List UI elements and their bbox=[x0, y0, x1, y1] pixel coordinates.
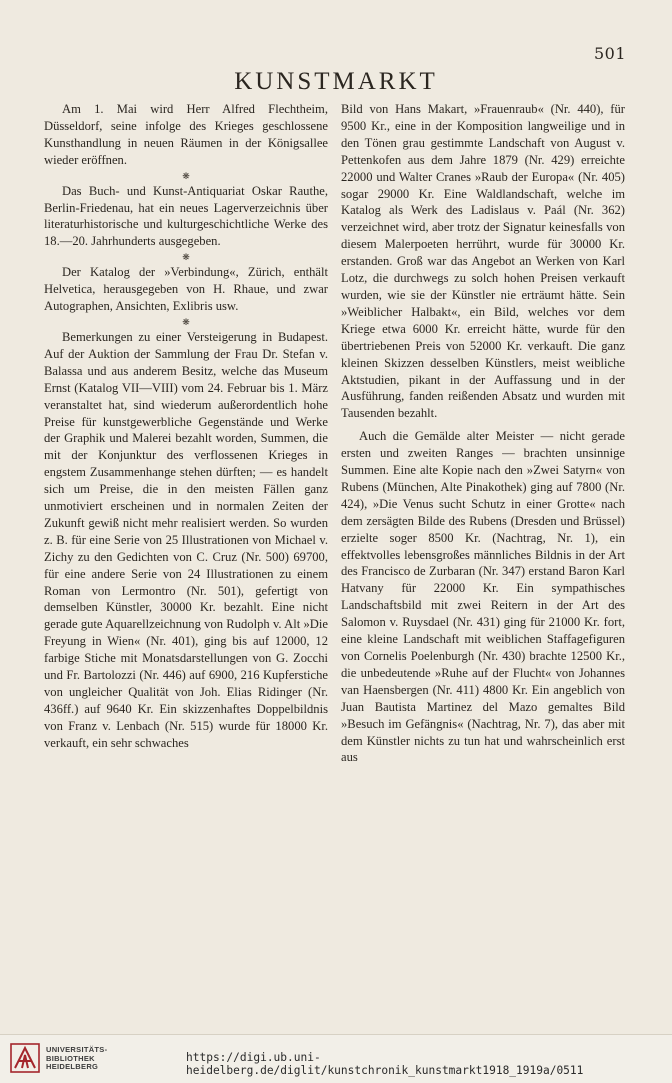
library-logo-icon bbox=[10, 1043, 40, 1073]
paragraph-budapest: Bemerkungen zu einer Versteigerung in Budapest. Auf der Auktion der Sammlung der Frau Dr. Stefan v. Balassa und aus anderem Besitz, welche das Museum Ernst (Katalog VII—VIII) vom 24. Februar bis 1. März veranstaltet hat, sind wiederum außerordentlich hohe Preise für kunstgewerbliche Gegenstände und Werke der Graphik und Malerei bezahlt worden, Summen, die mit der Konjunktur des verflossenen Krieges in engstem Zusammenhange stehen dürften; — es handelt sich um Preise, die in den meisten Fällen ganz unmotiviert erscheinen und in normalen Zeiten der Zukunft gewiß nicht mehr realisiert werden. So wurden z. B. für eine Serie von 25 Illustrationen von Michael v. Zichy zu den Gedichten von C. Cruz (Nr. 500) 69700, für eine andere Serie von 24 Illustrationen zu einem Roman von Lermontro (Nr. 501), gefertigt von demselben Künstler, 30000 Kr. bezahlt. Eine nicht gerade gute Aquarellzeichnung von Rudolph v. Alt »Die Freyung in Wien« (Nr. 401), ging bis auf 12000, 12 farbige Stiche mit Monatsdarstellungen von G. Zocchi und Fr. Bartolozzi (Nr. 446) auf 6900, 216 Kupferstiche von ungleicher Qualität von Joh. Elias Ridinger (Nr. 436ff.) auf 9640 Kr. Ein skizzenhaftes Doppelbildnis von Franz v. Lenbach (Nr. 515) wurde für 18000 Kr. verkauft, ein sehr schwaches bbox=[44, 329, 328, 750]
separator-ornament-icon: ❋ bbox=[182, 316, 190, 327]
separator-ornament-icon: ❋ bbox=[182, 170, 190, 181]
source-url-link[interactable]: https://digi.ub.uni-heidelberg.de/diglit/kunstchronik_kunstmarkt1918_1919a/0511 bbox=[186, 1051, 584, 1077]
paragraph-flechtheim: Am 1. Mai wird Herr Alfred Flechtheim, Düsseldorf, seine infolge des Krieges geschlossene Kunsthandlung in neuen Räumen in der Königsallee wieder eröffnen. bbox=[44, 102, 328, 167]
left-column bbox=[44, 101, 328, 752]
separator-ornament-icon: ❋ bbox=[182, 252, 190, 263]
right-column bbox=[341, 101, 625, 766]
paragraph-verbindung: Der Katalog der »Verbindung«, Zürich, enthält Helvetica, herausgegeben von H. Rhaue, und zwar Autographen, Ansichten, Exlibris usw. bbox=[44, 265, 328, 314]
page-number: 501 bbox=[593, 44, 626, 63]
library-name: UNIVERSITÄTS- BIBLIOTHEK HEIDELBERG bbox=[46, 1045, 108, 1071]
paragraph-alte-meister: Auch die Gemälde alter Meister — nicht gerade ersten und zweiten Ranges — brachten unsinnige Summen. Eine alte Kopie nach den »Zwei Satyrn« von Rubens (München, Alte Pinakothek) ging auf 7800 (Nr. 424), »Die Venus sucht Schutz in einer Grotte« nach dem zersägten Bilde des Rubens (Dresden und Brüssel) erzielte soger 8500 Kr. (Nachtrag, Nr. 1), ein effektvolles lebensgroßes männliches Bildnis in der Art des Francisco de Zurbaran (Nr. 347) erstand Baron Karl Hatvany für 22000 Kr. Ein sympathisches Landschaftsbild mit zwei Reitern in der Art des Salomon v. Ruysdael (Nr. 431) ging für 21000 Kr. fort, eine kleine Landschaft mit weiblichen Staffagefiguren von Cornelis Poelenburgh (Nr. 430) brachte 12500 Kr., die unbedeutende »Ruhe auf der Flucht« von Johannes van Haensbergen (Nr. 411) 4800 Kr. Ein angeblich von Juan Bautista Martinez del Mazo gemaltes Bild »Besuch im Gefängnis« (Nachtrag, Nr. 7), das aber mit dem Künstler nichts zu tun hat und wahrscheinlich erst aus bbox=[341, 429, 625, 765]
paragraph-makart-continued: Bild von Hans Makart, »Frauenraub« (Nr. 440), für 9500 Kr., eine in der Komposition langweilige und in den Tönen grau gestimmte Landschaft von August v. Pettenkofen aus dem Jahre 1879 (Nr. 429) erreichte 22000 und Walter Cranes »Raub der Europa« (Nr. 405) sogar 29000 Kr. Eine Waldlandschaft, welche im Katalog als Werk des Ladislaus v. Paál (Nr. 362) verzeichnet wird, aber trotz der Signatur keinesfalls von diesem Malerpoeten herrührt, wurde für 30000 Kr. erstanden. Groß war das Angebot an Werken von Karl Lotz, die durchwegs zu solch hohen Preisen verkauft wurden, wie sie der Künstler nie erträumt hätte. Sein »Weiblicher Halbakt«, ein Bild, welches vor dem Kriege etwa 6000 Kr. erreicht hätte, wurde für den übertriebenen Preis von 52000 Kr. verkauft. Die ganz kleinen Skizzen desselben Künstlers, meist weibliche Aktstudien, pikant in der Auffassung und in der Ausführung, fanden reißenden Absatz und wurden mit Tausenden bezahlt. bbox=[341, 102, 625, 421]
footer-bar bbox=[0, 1034, 672, 1083]
paragraph-rauthe: Das Buch- und Kunst-Antiquariat Oskar Rauthe, Berlin-Friedenau, hat ein neues Lagerverzeichnis über literaturhistorische und kulturgeschichtliche Werke des 18.—20. Jahrhunderts ausgegeben. bbox=[44, 183, 328, 249]
page-title: KUNSTMARKT bbox=[234, 68, 438, 95]
